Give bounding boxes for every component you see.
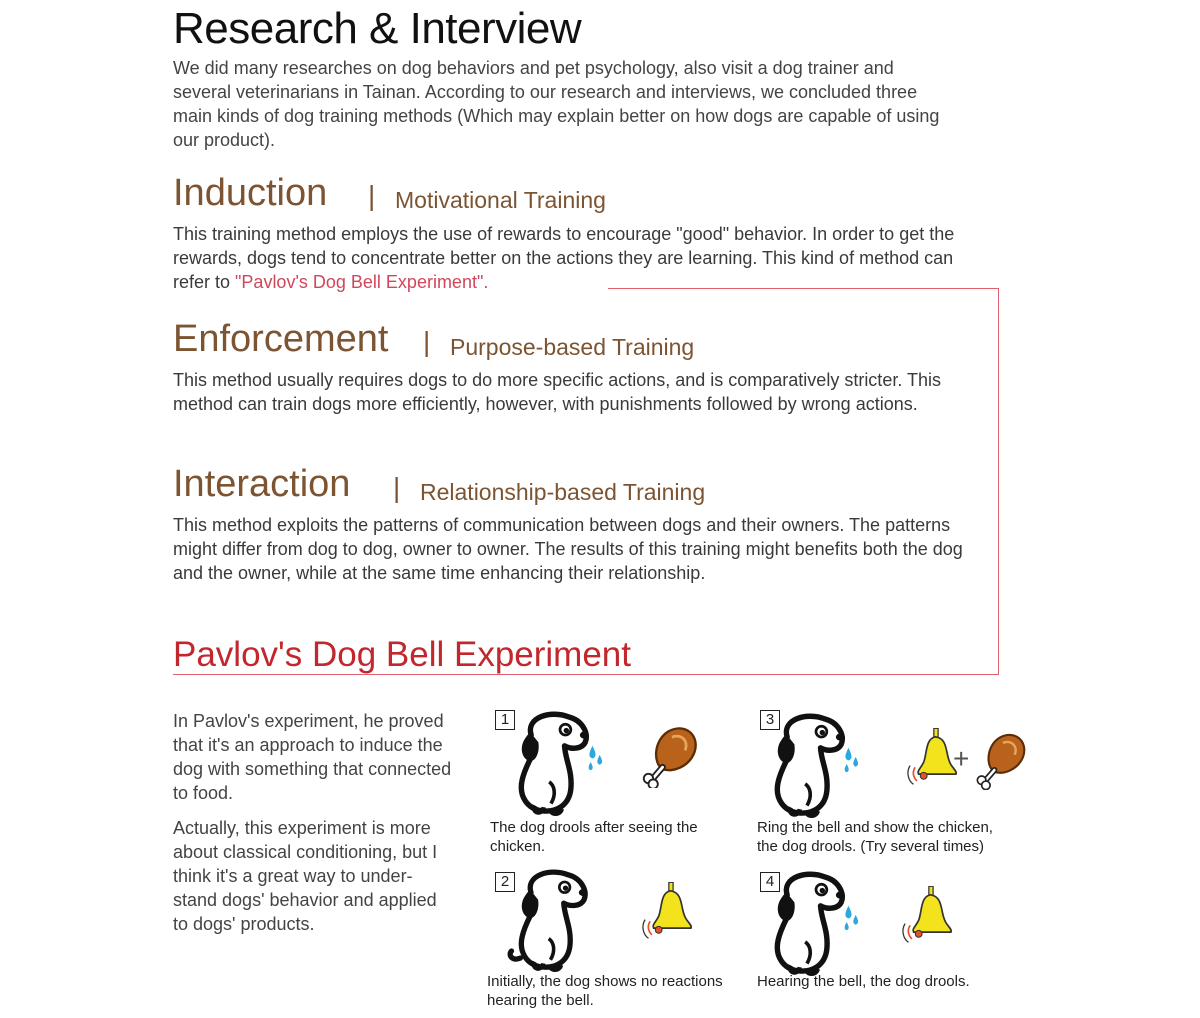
enforcement-subtitle: Purpose-based Training xyxy=(450,334,695,360)
enforcement-title: Enforcement xyxy=(173,318,389,360)
enforcement-body: This method usually requires dogs to do more specific actions, and is comparatively stricter. This method can train dogs more efficiently, however, with punishments followed by wrong actions. xyxy=(173,370,942,414)
step-1-number: 1 xyxy=(495,710,515,730)
chicken-leg-icon xyxy=(640,722,702,788)
step-3-caption: Ring the bell and show the chicken, the dog drools. (Try several times) xyxy=(757,819,993,855)
step-2-number: 2 xyxy=(495,872,515,892)
induction-subtitle: Motivational Training xyxy=(395,187,606,213)
pavlov-title: Pavlov's Dog Bell Experiment xyxy=(173,635,631,674)
step-3-number: 3 xyxy=(760,710,780,730)
interaction-subtitle: Relationship-based Training xyxy=(420,479,706,505)
interaction-title: Interaction xyxy=(173,463,351,505)
bell-icon xyxy=(640,882,696,942)
step-1-caption: The dog drools after seeing the chicken. xyxy=(490,819,698,855)
link-connector-frame xyxy=(608,288,999,675)
dog-drooling-icon xyxy=(766,710,866,820)
enforcement-separator: | xyxy=(423,326,431,357)
step-4-caption: Hearing the bell, the dog drools. xyxy=(757,973,970,990)
pavlov-paragraph-2: Actually, this experiment is more about classical conditioning, but I think it's a great way to under-stand dogs' behavior and applied to dogs' products. xyxy=(173,818,438,934)
pavlov-link[interactable]: "Pavlov's Dog Bell Experiment". xyxy=(235,272,489,292)
induction-body xyxy=(173,222,963,294)
dog-icon xyxy=(500,866,608,974)
induction-separator: | xyxy=(368,180,376,211)
page-title: Research & Interview xyxy=(173,4,582,53)
step-4-number: 4 xyxy=(760,872,780,892)
step-2-caption: Initially, the dog shows no reactions hearing the bell. xyxy=(487,973,723,1009)
intro-paragraph: We did many researches on dog behaviors and pet psychology, also visit a dog trainer and several veterinarians in Tainan. According to our research and interviews, we concluded three main kinds of dog training methods (Which may explain better on how dogs are capable of using our product). xyxy=(173,58,940,150)
dog-drooling-icon xyxy=(510,708,610,818)
chicken-leg-icon xyxy=(974,728,1030,790)
induction-title: Induction xyxy=(173,172,328,214)
plus-sign: + xyxy=(953,743,970,774)
dog-drooling-icon xyxy=(766,868,866,978)
interaction-separator: | xyxy=(393,472,401,503)
induction-text: This training method employs the use of rewards to encourage "good" behavior. In order to get the rewards, dogs tend to concentrate better on the actions they are learning. This kind of method can refer to xyxy=(173,224,955,292)
interaction-body: This method exploits the patterns of communication between dogs and their owners. The patterns might differ from dog to dog, owner to owner. The results of this training might benefits both the dog and the owner, while at the same time enhancing their relationship. xyxy=(173,515,963,583)
bell-icon xyxy=(900,886,956,946)
pavlov-paragraph-1: In Pavlov's experiment, he proved that it's an approach to induce the dog with something that connected to food. xyxy=(173,711,452,803)
